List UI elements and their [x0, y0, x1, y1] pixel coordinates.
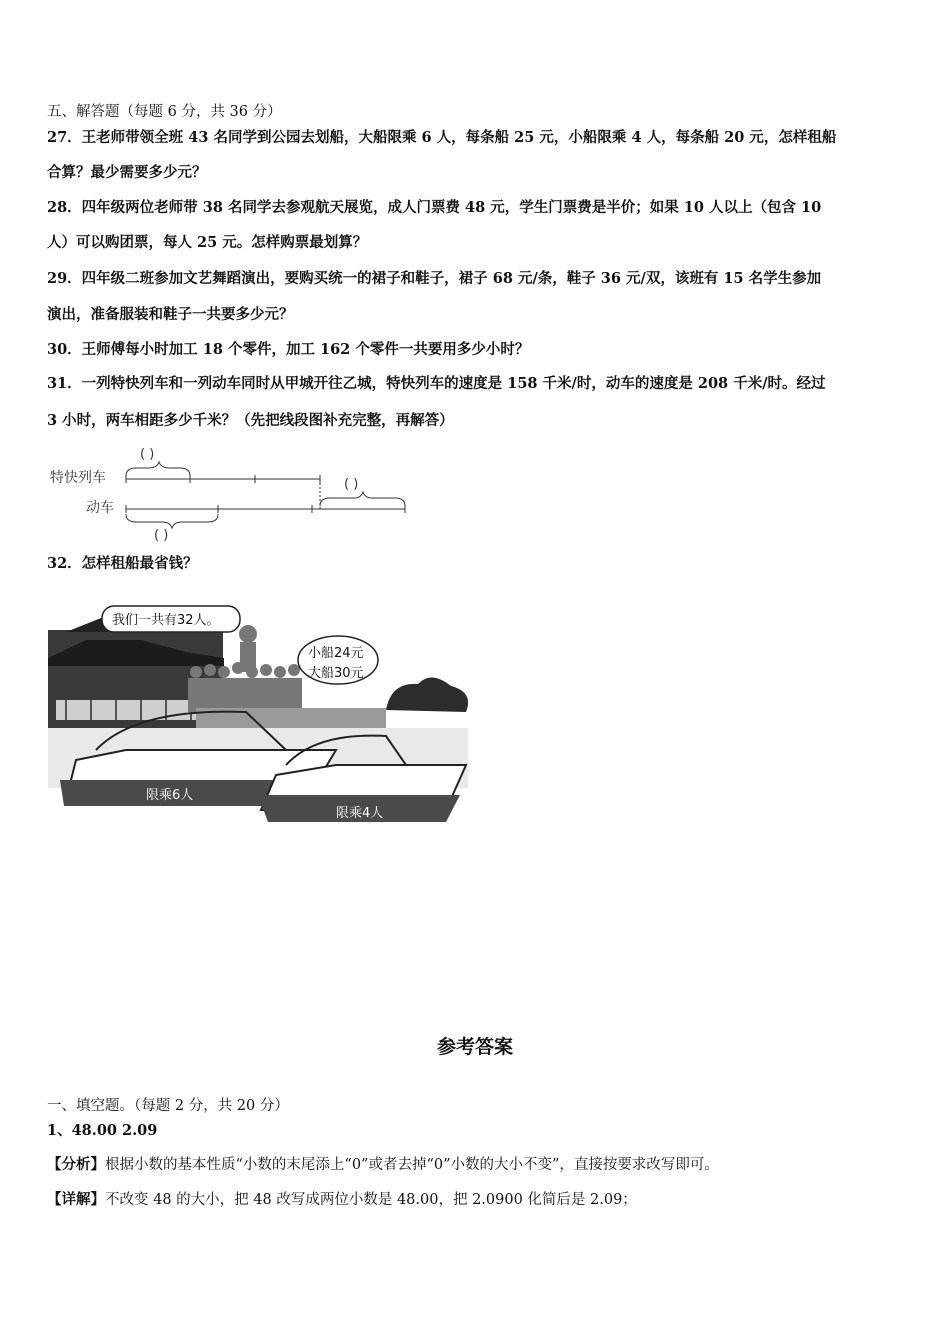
price-big-boat: 大船30元	[308, 666, 364, 681]
detail-tag: 【详解】	[47, 1191, 105, 1208]
analysis-tag: 【分析】	[47, 1156, 105, 1173]
section-heading: 五、解答题（每题 6 分，共 36 分）	[47, 104, 282, 120]
question-31-line2: 3 小时，两车相距多少千米？（先把线段图补充完整，再解答）	[47, 412, 454, 429]
answer-1: 1、48.00 2.09	[47, 1122, 158, 1139]
blank-bottom: ( )	[154, 528, 169, 543]
question-28-line2: 人）可以购团票，每人 25 元。怎样购票最划算？	[47, 234, 368, 251]
question-29-line2: 演出，准备服装和鞋子一共要多少元？	[47, 306, 294, 323]
question-27-line1: 27．王老师带领全班 43 名同学到公园去划船，大船限乘 6 人，每条船 25 元，小船限乘 4 人，每条船 20 元，怎样租船	[47, 129, 837, 146]
blank-right: ( )	[344, 477, 359, 492]
boat-rental-illustration	[46, 600, 476, 830]
label-express-train: 特快列车	[50, 470, 106, 486]
question-27-line2: 合算？最少需要多少元？	[47, 164, 207, 181]
detail-text: 不改变 48 的大小，把 48 改写成两位小数是 48.00，把 2.0900 化简后是 2.09；	[105, 1192, 637, 1208]
question-32: 32．怎样租船最省钱？	[47, 555, 198, 572]
brace-top	[126, 462, 190, 476]
answers-section-heading: 一、填空题。（每题 2 分，共 20 分）	[47, 1098, 289, 1114]
question-29-line1: 29．四年级二班参加文艺舞蹈演出，要购买统一的裙子和鞋子，裙子 68 元/条，鞋子 36 元/双，该班有 15 名学生参加	[47, 270, 822, 287]
price-small-boat: 小船24元	[308, 646, 364, 661]
brace-bottom	[126, 514, 218, 528]
answers-title: 参考答案	[436, 1036, 513, 1058]
small-boat-capacity: 限乘4人	[336, 806, 384, 821]
segment-diagram	[40, 438, 420, 544]
analysis-text: 根据小数的基本性质“小数的末尾添上“0”或者去掉“0”小数的大小不变”，直接按要求改写即可。	[105, 1157, 719, 1173]
question-30: 30．王师傅每小时加工 18 个零件，加工 162 个零件一共要用多少小时？	[47, 341, 530, 358]
question-31-line1: 31．一列特快列车和一列动车同时从甲城开往乙城，特快列车的速度是 158 千米/时，动车的速度是 208 千米/时。经过	[47, 375, 826, 392]
analysis	[47, 1155, 719, 1175]
label-emu-train: 动车	[86, 500, 114, 516]
brace-right	[320, 492, 405, 506]
question-28-line1: 28．四年级两位老师带 38 名同学去参观航天展览，成人门票费 48 元，学生门票费是半价；如果 10 人以上（包含 10	[47, 199, 822, 216]
tree-icon	[386, 677, 468, 712]
speech-text: 我们一共有32人。	[112, 613, 220, 628]
detail	[47, 1190, 637, 1210]
big-boat-capacity: 限乘6人	[146, 788, 194, 803]
blank-top: ( )	[140, 447, 155, 462]
